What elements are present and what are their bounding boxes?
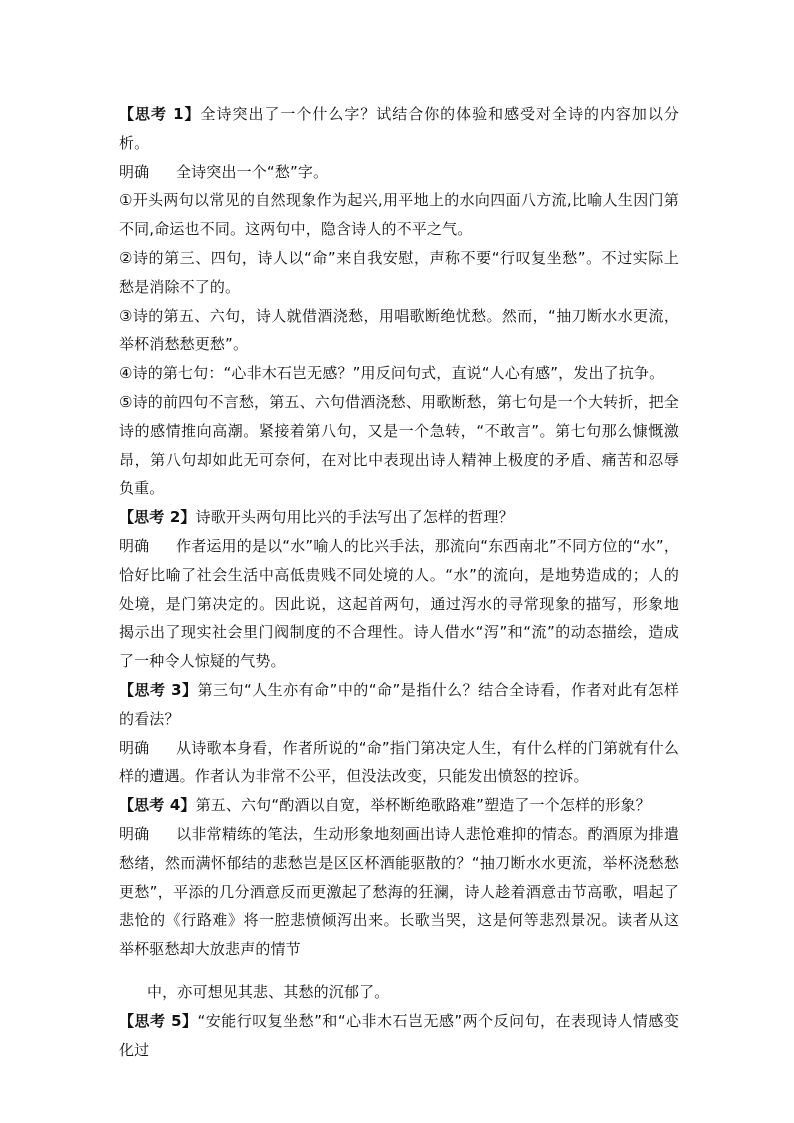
question-3-tag: 【思考 3】	[119, 680, 198, 699]
answer-1-point-2: ②诗的第三、四句，诗人以“命”来自我安慰，声称不要“行叹复坐愁”。不过实际上愁是消除不了的。	[119, 248, 679, 296]
question-1-text: 全诗突出了一个什么字？试结合你的体验和感受对全诗的内容加以分析。	[119, 105, 679, 152]
answer-1-text: 全诗突出一个“愁”字。	[176, 162, 329, 181]
question-1-tag: 【思考 1】	[119, 105, 201, 123]
answer-2-label: 明确	[119, 536, 150, 555]
question-2-text: 诗歌开头两句用比兴的手法写出了怎样的哲理？	[195, 508, 514, 527]
answer-4-label: 明确	[119, 824, 150, 843]
answer-1-point-1: ①开头两句以常见的自然现象作为起兴,用平地上的水向四面八方流,比喻人生因门第不同,命运也不同。这两句中，隐含诗人的不平之气。	[119, 191, 679, 239]
question-4	[119, 791, 679, 820]
question-4-text: 第五、六句“酌酒以自宽，举杯断绝歌路难”塑造了一个怎样的形象？	[195, 796, 651, 815]
question-1	[119, 100, 679, 158]
answer-1-label: 明确	[119, 162, 150, 181]
answer-2	[119, 532, 679, 676]
question-5-tag: 【思考 5】	[119, 1011, 198, 1030]
answer-4-text: 以非常精练的笔法，生动形象地刻画出诗人悲怆难抑的情态。酌酒原为排遣愁绪，然而满怀郁结的悲愁岂是区区杯酒能驱散的？“抽刀断水水更流，举杯浇愁愁更愁”，平添的几分酒意反而更激起了愁海的狂澜，诗人趁着酒意击节高歌，唱起了悲怆的《行路难》将一腔悲愤倾泻出来。长歌当哭，这是何等悲烈景况。读者从这举杯驱愁却大放悲声的情节	[119, 824, 679, 959]
answer-2-text: 作者运用的是以“水”喻人的比兴手法，那流向“东西南北”不同方位的“水”，恰好比喻了社会生活中高低贵贱不同处境的人。“水”的流向，是地势造成的；人的处境，是门第决定的。因此说，这起首两句，通过泻水的寻常现象的描写，形象地揭示出了现实社会里门阀制度的不合理性。诗人借水“泻”和“流”的动态描绘，造成了一种令人惊疑的气势。	[119, 536, 679, 671]
answer-4-continuation: 中，亦可想见其悲、其愁的沉郁了。	[147, 982, 390, 1001]
question-3-text: 第三句“人生亦有命”中的“命”是指什么？结合全诗看，作者对此有怎样的看法？	[119, 680, 680, 728]
answer-3-text: 从诗歌本身看，作者所说的“命”指门第决定人生，有什么样的门第就有什么样的遭遇。作者认为非常不公平，但没法改变，只能发出愤怒的控诉。	[119, 738, 679, 786]
answer-1-point-3: ③诗的第五、六句，诗人就借酒浇愁，用唱歌断绝忧愁。然而，“抽刀断水水更流，举杯消愁愁更愁”。	[119, 306, 679, 354]
answer-3-label: 明确	[119, 738, 150, 757]
answer-3	[119, 734, 679, 792]
question-2-tag: 【思考 2】	[119, 508, 196, 527]
answer-1	[119, 158, 679, 187]
question-2	[119, 503, 679, 532]
document-body	[119, 100, 679, 1064]
question-5-text: “安能行叹复坐愁”和“心非木石岂无感”两个反问句，在表现诗人情感变化过	[119, 1011, 680, 1059]
answer-1-point-4: ④诗的第七句：“心非木石岂无感？”用反问句式，直说“人心有感”，发出了抗争。	[119, 364, 665, 383]
question-5	[119, 1007, 679, 1065]
question-3	[119, 676, 679, 734]
answer-1-point-5: ⑤诗的前四句不言愁，第五、六句借酒浇愁、用歌断愁，第七句是一个大转折，把全诗的感情推向高潮。紧接着第八句，又是一个急转，“不敢言”。第七句那么慷慨激昂，第八句却如此无可奈何，在对比中表现出诗人精神上极度的矛盾、痛苦和忍辱负重。	[119, 392, 679, 498]
question-4-tag: 【思考 4】	[119, 796, 196, 815]
answer-4	[119, 820, 679, 964]
